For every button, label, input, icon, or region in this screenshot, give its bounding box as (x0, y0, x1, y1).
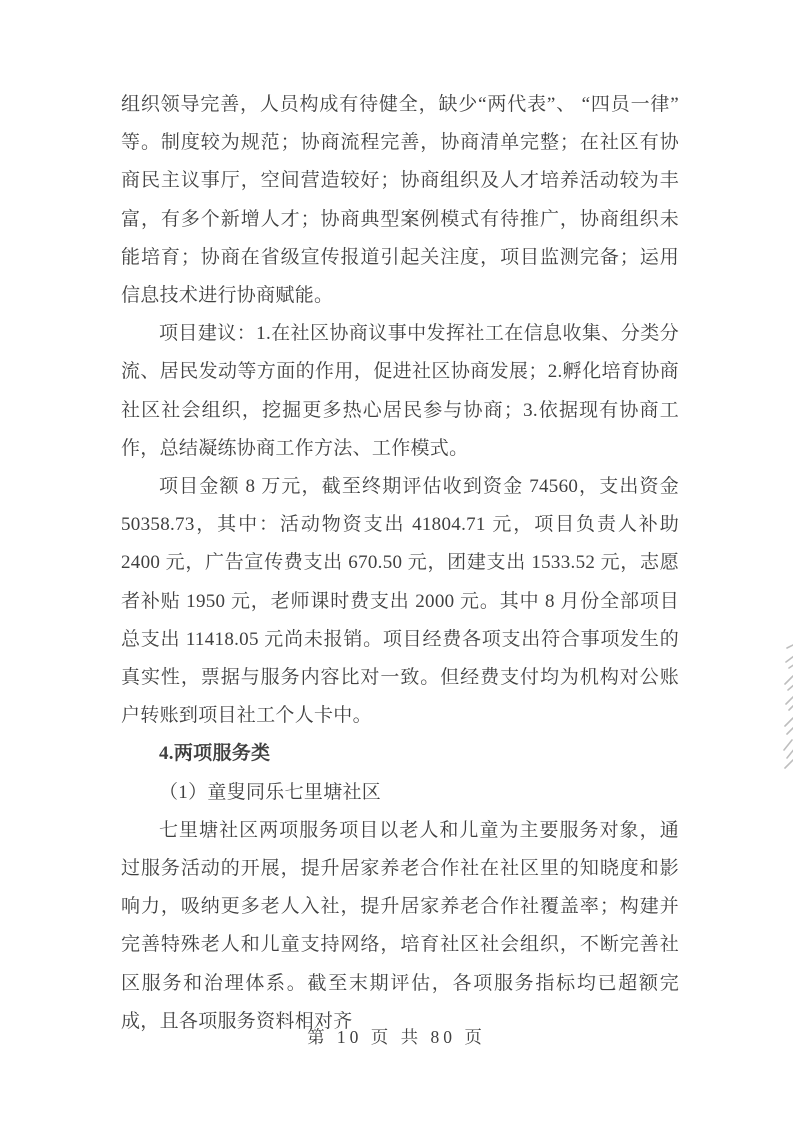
subsection-heading-qilitang: （1）童叟同乐七里塘社区 (159, 781, 382, 803)
paragraph-project-suggestions: 项目建议：1.在社区协商议事中发挥社工在信息收集、分类分流、居民发动等方面的作用，促进社区协商发展；2.孵化培育协商社区社会组织，挖掘更多热心居民参与协商；3.依据现有协商工作，总结凝练协商工作方法、工作模式。 (121, 323, 679, 459)
page-number-footer: 第 10 页 共 80 页 (307, 1027, 486, 1047)
paragraph-project-finance: 项目金额 8 万元，截至终期评估收到资金 74560，支出资金 50358.73，其中：活动物资支出 41804.71 元，项目负责人补助 2400 元，广告宣传费支出 670.50 元，团建支出 1533.52 元，志愿者补贴 1950 元，老师课时费支出 2000 元。其中 8 月份全部项目总支出 11418.05 元尚未报销。项目经费各项支出符合事项发生的真实性，票据与服务内容比对一致。但经费支付均为机构对公账户转账到项目社工个人卡中。 (121, 476, 679, 727)
paragraph-continuation: 组织领导完善，人员构成有待健全，缺少“两代表”、 “四员一律”等。制度较为规范；协商流程完善，协商清单完整；在社区有协商民主议事厅，空间营造较好；协商组织及人才培养活动较为丰富，有多个新增人才；协商典型案例模式有待推广，协商组织未能培育；协商在省级宣传报道引起关注度，项目监测完备；运用信息技术进行协商赋能。 (121, 94, 679, 307)
paragraph-qilitang-community: 七里塘社区两项服务项目以老人和儿童为主要服务对象，通过服务活动的开展，提升居家养老合作社在社区里的知晓度和影响力，吸纳更多老人入社，提升居家养老合作社覆盖率；构建并完善特殊老人和儿童支持网络，培育社区社会组织，不断完善社区服务和治理体系。截至末期评估，各项服务指标均已超额完成，且各项服务资料相对齐 (121, 819, 679, 1032)
edge-stamp-mark (781, 642, 793, 772)
document-body (121, 86, 679, 1041)
section-heading-two-services: 4.两项服务类 (159, 743, 271, 765)
